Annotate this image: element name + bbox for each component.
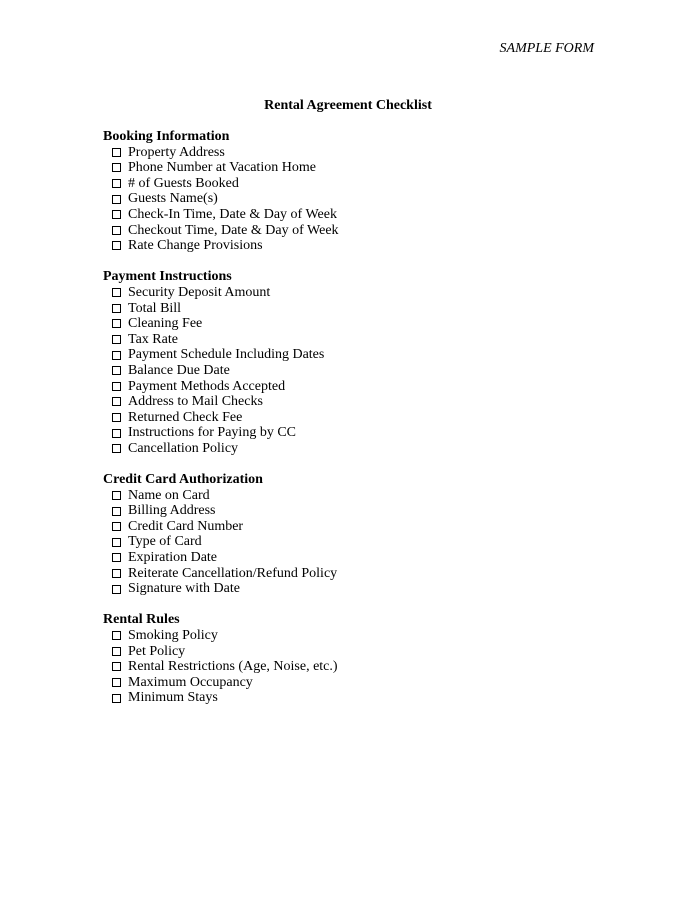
checkbox[interactable] bbox=[112, 491, 121, 500]
section-booking-information bbox=[103, 129, 339, 254]
checkbox[interactable] bbox=[112, 522, 121, 531]
checklist-item-label: Type of Card bbox=[128, 534, 202, 550]
section-title: Credit Card Authorization bbox=[103, 472, 263, 488]
checklist-item bbox=[103, 690, 339, 706]
checklist-item-label: # of Guests Booked bbox=[128, 175, 239, 191]
checkbox[interactable] bbox=[112, 569, 121, 578]
checklist-item-label: Minimum Stays bbox=[128, 690, 218, 706]
checklist-item bbox=[103, 488, 339, 504]
checklist-item-label: Maximum Occupancy bbox=[128, 674, 253, 690]
checklist-item-label: Name on Card bbox=[128, 487, 210, 503]
checklist-item bbox=[103, 316, 339, 332]
checklist-item bbox=[103, 550, 339, 566]
checklist-item bbox=[103, 394, 339, 410]
checklist-item-label: Pet Policy bbox=[128, 643, 186, 659]
checkbox[interactable] bbox=[112, 241, 121, 250]
section-rental-rules bbox=[103, 612, 339, 706]
checkbox[interactable] bbox=[112, 366, 121, 375]
checkbox[interactable] bbox=[112, 148, 121, 157]
checklist-item-label: Balance Due Date bbox=[128, 362, 230, 378]
checklist-item-label: Rental Restrictions (Age, Noise, etc.) bbox=[128, 659, 338, 675]
checkbox[interactable] bbox=[112, 210, 121, 219]
checkbox[interactable] bbox=[112, 444, 121, 453]
checklist-item bbox=[103, 534, 339, 550]
section-title: Rental Rules bbox=[103, 612, 180, 628]
checklist-item bbox=[103, 628, 339, 644]
document-title: Rental Agreement Checklist bbox=[264, 98, 432, 113]
checklist-item-label: Reiterate Cancellation/Refund Policy bbox=[128, 565, 338, 581]
checkbox[interactable] bbox=[112, 226, 121, 235]
checklist-item bbox=[103, 160, 339, 176]
checklist-item bbox=[103, 581, 339, 597]
checklist-item bbox=[103, 223, 339, 239]
checklist-item bbox=[103, 644, 339, 660]
checklist-item bbox=[103, 379, 339, 395]
checkbox[interactable] bbox=[112, 288, 121, 297]
checklist-item-label: Billing Address bbox=[128, 503, 216, 519]
checkbox[interactable] bbox=[112, 678, 121, 687]
checklist-item bbox=[103, 659, 339, 675]
checklist-item bbox=[103, 503, 339, 519]
checklist-item-label: Payment Methods Accepted bbox=[128, 378, 286, 394]
checklist-item-label: Security Deposit Amount bbox=[128, 284, 271, 300]
checklist-item bbox=[103, 425, 339, 441]
checklist-item-label: Phone Number at Vacation Home bbox=[128, 160, 316, 176]
checklist-item bbox=[103, 238, 339, 254]
checklist-item bbox=[103, 191, 339, 207]
checklist-item bbox=[103, 332, 339, 348]
checkbox[interactable] bbox=[112, 585, 121, 594]
checklist-item bbox=[103, 675, 339, 691]
checklist-item-label: Smoking Policy bbox=[128, 628, 218, 643]
checkbox[interactable] bbox=[112, 351, 121, 360]
checkbox[interactable] bbox=[112, 179, 121, 188]
checklist-item bbox=[103, 176, 339, 192]
checkbox[interactable] bbox=[112, 163, 121, 172]
checklist-item-label: Checkout Time, Date & Day of Week bbox=[128, 222, 339, 238]
checklist-item bbox=[103, 441, 339, 457]
checkbox[interactable] bbox=[112, 397, 121, 406]
checkbox[interactable] bbox=[112, 413, 121, 422]
checklist-item-label: Credit Card Number bbox=[128, 518, 244, 534]
checklist-item-label: Payment Schedule Including Dates bbox=[128, 347, 325, 363]
checklist-item bbox=[103, 363, 339, 379]
section-credit-card-authorization bbox=[103, 472, 339, 597]
checklist-item-label: Property Address bbox=[128, 144, 225, 160]
checklist-item bbox=[103, 301, 339, 317]
checklist-item bbox=[103, 285, 339, 301]
checkbox[interactable] bbox=[112, 538, 121, 547]
checkbox[interactable] bbox=[112, 647, 121, 656]
checklist-item bbox=[103, 410, 339, 426]
checklist-sections bbox=[103, 129, 339, 722]
section-title: Booking Information bbox=[103, 129, 230, 144]
checklist-item-label: Signature with Date bbox=[128, 581, 240, 597]
checklist-item-label: Rate Change Provisions bbox=[128, 238, 263, 254]
checkbox[interactable] bbox=[112, 507, 121, 516]
section-title: Payment Instructions bbox=[103, 269, 232, 285]
checklist-item-label: Tax Rate bbox=[128, 331, 178, 347]
checklist-item bbox=[103, 207, 339, 223]
checklist-item bbox=[103, 566, 339, 582]
checklist-item-label: Guests Name(s) bbox=[128, 191, 218, 207]
checklist-item-label: Check-In Time, Date & Day of Week bbox=[128, 206, 337, 222]
checkbox[interactable] bbox=[112, 631, 121, 640]
checklist-item-label: Address to Mail Checks bbox=[128, 394, 263, 410]
checkbox[interactable] bbox=[112, 662, 121, 671]
checkbox[interactable] bbox=[112, 335, 121, 344]
section-payment-instructions bbox=[103, 269, 339, 456]
checklist-item-label: Expiration Date bbox=[128, 550, 218, 566]
checklist-item-label: Cleaning Fee bbox=[128, 316, 203, 332]
checklist-item-label: Cancellation Policy bbox=[128, 440, 239, 456]
checkbox[interactable] bbox=[112, 319, 121, 328]
sample-form-label: SAMPLE FORM bbox=[499, 41, 594, 56]
checkbox[interactable] bbox=[112, 553, 121, 562]
checkbox[interactable] bbox=[112, 429, 121, 438]
checklist-item bbox=[103, 519, 339, 535]
checklist-item bbox=[103, 347, 339, 363]
checkbox[interactable] bbox=[112, 304, 121, 313]
checkbox[interactable] bbox=[112, 195, 121, 204]
checkbox[interactable] bbox=[112, 694, 121, 703]
checklist-item-label: Returned Check Fee bbox=[128, 409, 243, 425]
checklist-item bbox=[103, 145, 339, 161]
checkbox[interactable] bbox=[112, 382, 121, 391]
checklist-item-label: Instructions for Paying by CC bbox=[128, 425, 296, 441]
checklist-item-label: Total Bill bbox=[128, 300, 182, 316]
